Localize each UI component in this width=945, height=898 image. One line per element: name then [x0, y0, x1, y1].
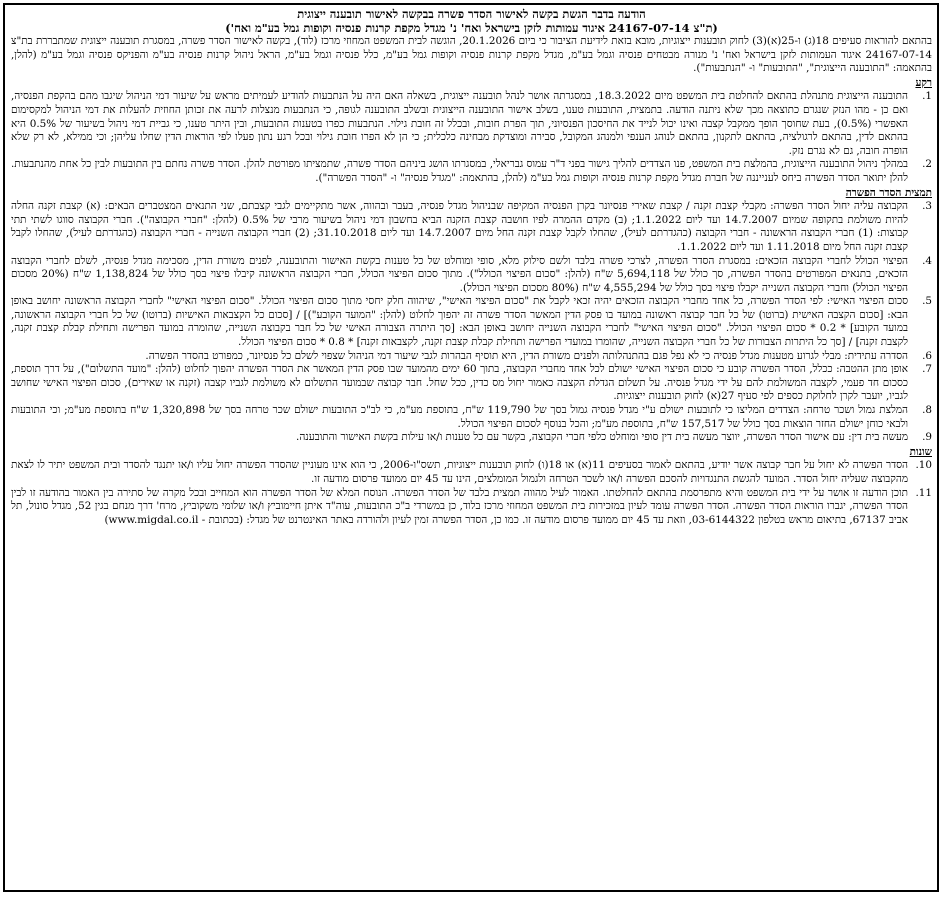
clause-text: הסדרה עתידית: מבלי לגרוע מטענות מגדל פנסיה כי לא נפל פגם בהתנהלותה ולפנים משורת הדין, היא תוסיף הבהרות לגבי שיעור דמי הניהול שצפוי לשלם כל פנסיונר, כמפורט בהסדר הפשרה.	[145, 349, 908, 362]
clause-text: הקבוצה עליה יחול הסדר הפשרה: מקבלי קצבת זקנה / קצבת שאירי פנסיונר בקרן הפנסיה המקיפה שבניהול מגדל פנסיה, בעבר ובהווה, אשר מתקיימים לגבי קצבתם, שני התנאים המצטברים הבאים: (א) קצבת זקנה החלה להיות משולמת בתקופה שמיום 14.7.2007 ועד ליום 1.1.2022; (ב) מקדם ההמרה לפיו חושבה קצבת הזקנה הביא בחשבון דמי ניהול בשיעור מרבי של 0.5% (להלן: "חברי הקבוצה"). חברי הקבוצה סווגו לשתי תתי קבוצות: (1) חברי הקבוצה הראשונה - חברי הקבוצה (כהגדרתם לעיל), שהחלו לקבל קצבת זקנה החל מיום 14.7.2007 ועד ליום 31.10.2018; (2) חברי הקבוצה השנייה - חברי הקבוצה (כהגדרתם לעיל), שהחלו לקבל קצבת זקנה החל מיום 1.11.2018 ועד ליום 1.1.2022.	[11, 200, 909, 253]
section-heading-background: רקע	[915, 76, 932, 89]
clause-text: מעשה בית דין: עם אישור הסדר הפשרה, יווצר מעשה בית דין סופי ומוחלט כלפי חברי הקבוצה, בקשר עם כל טענות ו/או עילות בקשת האישור והתובענה.	[296, 431, 908, 444]
clause-number: 4.	[922, 254, 932, 267]
clause-10	[11, 459, 932, 486]
clause-6	[11, 350, 932, 364]
clause-text: במהלך ניהול התובענה הייצוגית, בהמלצת בית המשפט, פנו הצדדים להליך גישור בפני ד"ר עמוס גבריאלי, במסגרתו הושג ביניהם הסדר פשרה, שתמציתו מפורטת להלן. הסדר פשרה נחתם בין התובעות לבין כל אחת מהנתבעות. להלן יתואר הסדר הפשרה ביחס לענייננה של חברת מגדל מקפת קרנות פנסיה וקופות גמל בע"מ (להלן, בהתאמה: "מגדל פנסיה" ו- "הסדר הפשרה").	[11, 158, 908, 184]
clause-text: הסדר הפשרה לא יחול על חבר קבוצה אשר יודיע, בהתאם לאמור בסעיפים 11(א) או 18(ו) לחוק תובענות ייצוגיות, תשס"ו-2006, כי הוא אינו מעוניין שהסדר הפשרה יחול עליו ו/או יתנגד להסדר ובית המשפט יתיר לו לצאת מהקבוצה שעליה יחול הסדר. המועד להגשת התנגדויות להסכם הפשרה ו/או לשכר הטרחה ולגמול המומלצים, הינו עד 45 יום ממועד פרסום מודעה זו.	[11, 459, 908, 485]
clause-4	[11, 255, 932, 296]
clause-number: 11.	[915, 486, 932, 499]
clause-number: 2.	[922, 158, 932, 171]
clause-number: 3.	[922, 200, 932, 213]
clause-text: סכום הפיצוי האישי: לפי הסדר הפשרה, כל אחד מחברי הקבוצה הזכאים יהיה זכאי לקבל את "סכום הפיצוי האישי", שיהווה חלק יחסי מתוך סכום הפיצוי הכולל. "סכום הפיצוי האישי" לחברי הקבוצה הראשונה יחושב באופן הבא: [סכום הקצבה האישית (ברוטו) של כל חבר קבוצה ראשונה במועד בו פסק הדין המאשר הסדר פשרה זה יהפוך לחלוט (להלן: "המועד הקובע")] / [סכום כל הקצבאות האישיות (ברוטו) של כל חברי הקבוצה הראשונה, במועד הקובע] * 0.2 * סכום הפיצוי הכולל. "סכום הפיצוי האישי" לחברי הקבוצה השנייה יחושב באופן הבא: [סך היתרה הצבורה האישי של כל חבר בקבוצה השנייה, שהומרה במועד הפרישה ותחילת קבלת קצבת זקנה, לקצבת זקנה] / [סך כל היתרות הצבורות של כל חברי הקבוצה השנייה, שהומרו במועדי הפרישה ותחילת קבלת קצבת זקנה, לקצבאות זקנה] * 0.8 * סכום הפיצוי הכולל.	[11, 295, 909, 349]
clause-number: 10.	[915, 459, 932, 472]
section-heading-misc: שונות	[909, 445, 932, 458]
clause-3	[11, 200, 932, 254]
section-heading-summary: תמצית הסדר הפשרה	[845, 186, 932, 199]
clause-1	[11, 90, 932, 158]
clause-text: הפיצוי הכולל לחברי הקבוצה הזכאים: במסגרת הסדר הפשרה, לצרכי פשרה בלבד ולשם סילוק מלא, סופי ומוחלט של כל טענות בקשת האישור והתובענה, לפנים משורת הדין, מסכימה מגדל פנסיה, לשלם לחברי הקבוצה הזכאים, בתנאים המפורטים בהסדר הפשרה, סך כולל של 5,694,118 ש"ח (להלן: "סכום הפיצוי הכולל"). מתוך סכום הפיצוי הכולל, חברי הקבוצה הראשונה קיבלו פיצוי בסך כולל של 1,138,824 ש"ח (20% מסכום הפיצוי הכולל) וחברי הקבוצה השנייה יקבלו פיצוי בסך כולל של 4,555,294 ש"ח (80% מסכום הפיצוי הכולל).	[11, 254, 908, 294]
clause-number: 1.	[922, 90, 932, 103]
clause-8	[11, 404, 932, 431]
intro-paragraph: בהתאם להוראות סעיפים 18(ג) ו-25(א)(3) לחוק תובענות ייצוגיות, מובא בזאת לידיעת הציבור כי ביום 20.1.2026, הוגשה לבית המשפט המחוזי מרכז (לוד), בקשה לאישור הסדר פשרה, במסגרת תובענה ייצוגית שמתבררת בת"צ 24167-07-14 איגוד העמותות לזקן בישראל ואח' נ' מנורה מבטחים פנסיה וגמל בע"מ, מגדל מקפת קרנות פנסיה וקופות גמל בע"מ, כלל פנסיה וגמל בע"מ, הראל ניהול קרנות פנסיה בע"מ והפניקס פנסיה וגמל בע"מ (להלן, בהתאמה: "התובענה הייצוגית", "התובעות" ו- "הנתבעות").	[11, 35, 933, 75]
clause-7	[11, 363, 932, 404]
clause-number: 9.	[922, 431, 932, 444]
clause-9	[11, 431, 932, 445]
clause-text: תוכן הודעה זו אושר על ידי בית המשפט והיא מתפרסמת בהתאם להחלטתו. האמור לעיל מהווה תמצית בלבד של הסדר הפשרה. הנוסח המלא של הסדר הפשרה הוא המחייב ובכל מקרה של סתירה בין האמור בהודעה זו לבין הסדר הפשרה, יגברו הוראות הסדר הפשרה. הסדר הפשרה עומד לעיון במזכירות בית המשפט המחוזי מרכז בלוד, כן במשרדי ב"כ התובעות, עוה"ד איתן חיימוביץ ו/או שלומי משקוביץ, מרח' דרך מנחם בגין 52, מגדל סונול, תל אביב 67137, בתיאום מראש בטלפון 03-6144322, וזאת עד 45 יום ממועד פרסום מודעה זו. כמו כן, הסדר הפשרה זמין לעיון ולהורדה באתר האינטרנט של מגדל: (בכתובת - www.migdal.co.il)	[11, 486, 908, 526]
legal-notice	[3, 3, 939, 892]
clause-number: 8.	[922, 404, 932, 417]
clause-text: אופן מתן ההטבה: ככלל, הסדר הפשרה קובע כי סכום הפיצוי האישי ישולם לכל אחד מחברי הקבוצה, בתוך 60 ימים מהמועד שבו פסק הדין המאשר את הסדר הפשרה יהפוך לחלוט (להלן: "מועד התשלום"), על דרך תוספת, כסכום חד פעמי, לקצבה המשולמת להם על ידי מגדל פנסיה. על תשלום הגדלת הקצבה כאמור יחול מס כדין, ככל שחל. חבר קבוצה שבמועד התשלום לא משולמת לגביו קצבה (זקנה או שאירים), סכום הפיצוי האישי שחושב לגביו, יועבר לקרן לחלוקת כספים לפי סעיף 27(א) לחוק תובענות ייצוגיות.	[11, 363, 908, 403]
clause-number: 5.	[922, 295, 932, 308]
clause-5	[11, 295, 932, 349]
clause-11	[11, 487, 932, 528]
clause-2	[11, 158, 932, 185]
clause-text: המלצת גמול ושכר טרחה: הצדדים המליצו כי לתובעות ישולם ע"י מגדל פנסיה גמול בסך של 119,790 ש"ח, בתוספת מע"מ, כי לב"כ התובעות ישולם שכר טרחה בסך של 1,320,898 ש"ח בתוספת מע"מ; וכי התובעות ולבאי כוחן ישולם החזר הוצאות בסך כולל של 157,517 ש"ח, בתוספת מע"מ; והכל בנוסף לסכום הפיצוי הכולל.	[11, 404, 909, 430]
clause-number: 6.	[922, 349, 932, 362]
clause-text: התובענה הייצוגית מתנהלת בהתאם להחלטת בית המשפט מיום 18.3.2022, במסגרתה אושר לנהל תובענה ייצוגית, בשאלה האם היה על הנתבעות להודיע לעמיתים מראש על שיעור דמי הניהול שיגבו מהם בהקפת הפנסיה, ואם כן - מהו הנזק שנגרם כתוצאה מכך שלא ניתנה הודעה. בתמצית, התובעות טענו, בשלב אישור התובענה הייצוגית ובשלב התובענה לגופה, כי הנתבעות מנצלות לרעה את זכותן החוזית להעלות את דמי הניהול למקסימום האפשרי (0.5%), בעת שחוסך הופך ממקבל קצבה ואינו יכול לנייד את החיסכון הפנסיוני, תוך הפרת חובות, ובכלל זה חובת גילוי. הנתבעות כפרו בטענות התובעות, ובין היתר טענו, כי גביית דמי ניהול בשיעור של 0.5% היא בהתאם לדין, בהתאם לרגולציה, בהתאם לתקנון, בהתאם לנוהג הענפי ולמנהג המקובל, סבירה ומוצדקת מבחינה כלכלית; כי הן לא הפרו חובת גילוי ובכל רגע נתון פעלו לפי הוראות הדין שחלו עליהן; וכי ממילא, לא רק שלא הופרה חובה, גם לא נגרם נזק.	[11, 90, 908, 157]
notice-title: הודעה בדבר הגשת בקשה לאישור הסדר פשרה בבקשה לאישור תובענה ייצוגית	[297, 7, 646, 21]
case-number-title: (ת"צ 24167-07-14 איגוד עמותות לזקן בישראל ואח' נ' מגדל מקפת קרנות פנסיה וקופות גמל בע"מ ואח')	[225, 21, 718, 35]
clause-number: 7.	[922, 363, 932, 376]
